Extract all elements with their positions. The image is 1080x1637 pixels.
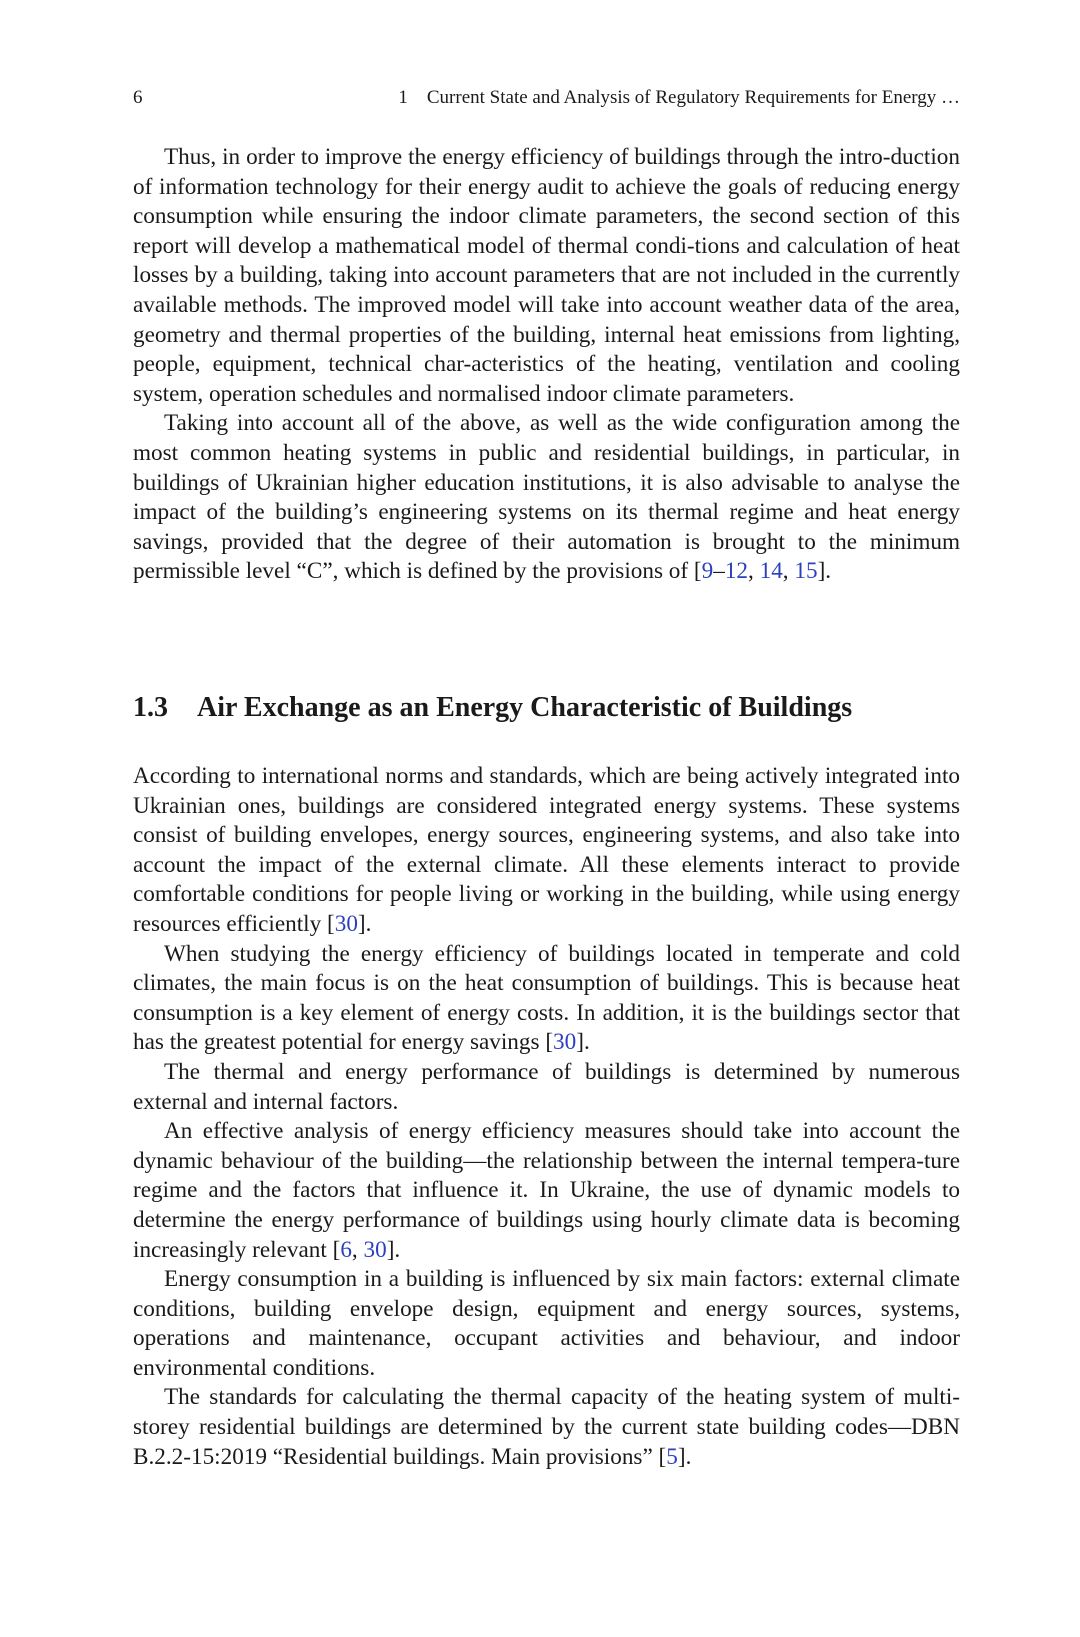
paragraph <box>133 409 960 587</box>
page-header <box>133 83 960 113</box>
citation-link[interactable]: 12 <box>724 558 748 585</box>
paragraph-text: An effective analysis of energy efficiency measures should take into account the dynamic behaviour of the building—the relationship between the internal tempera-ture regime and the factors that influence it. In Ukraine, the use of dynamic models to determine the energy performance of buildings using hourly climate data is becoming increasingly relevant [ <box>133 1118 960 1263</box>
paragraph <box>133 1058 960 1117</box>
citation-link[interactable]: 15 <box>794 558 818 585</box>
paragraph <box>133 1383 960 1472</box>
paragraph-text: ]. <box>357 910 372 937</box>
paragraph-text: When studying the energy efficiency of buildings located in temperate and cold climates, the main focus is on the heat consumption of buildings. This is because heat consumption is a key element of energy costs. In addition, it is the buildings sector that has the greatest potential for energy savings [ <box>133 940 960 1056</box>
paragraph-text: , <box>782 558 795 585</box>
paragraph-text: , <box>748 558 760 585</box>
paragraph <box>133 762 960 940</box>
paragraph <box>133 1117 960 1265</box>
paragraph <box>133 143 960 409</box>
paragraph-text: Thus, in order to improve the energy efficiency of buildings through the intro-duction of information technology for their energy audit to achieve the goals of reducing energy consumption while ensuring the indoor climate parameters, the second section of this report will develop a mathematical model of thermal condi-tions and calculation of heat losses by a building, taking into account parameters that are not included in the currently available methods. The improved model will take into account weather data of the area, geometry and thermal properties of the building, internal heat emissions from lighting, people, equipment, technical char-acteristics of the heating, ventilation and cooling system, operation schedules and normalised indoor climate parameters. <box>133 144 960 407</box>
paragraph <box>133 1265 960 1383</box>
paragraph-text: The thermal and energy performance of buildings is determined by numerous external and internal factors. <box>133 1058 960 1115</box>
citation-link[interactable]: 5 <box>666 1443 678 1470</box>
page-number: 6 <box>133 87 143 108</box>
paragraph-text: ]. <box>677 1443 692 1470</box>
paragraph-text: ]. <box>386 1236 401 1263</box>
citation-link[interactable]: 6 <box>340 1236 352 1263</box>
body-text-after-section <box>133 762 960 1472</box>
section-heading <box>133 688 960 728</box>
citation-link[interactable]: 9 <box>701 558 714 585</box>
paragraph-text: Taking into account all of the above, as well as the wide configuration among the most common heating systems in public and residential buildings, in particular, in buildings of Ukrainian higher education institutions, it is also advisable to analyse the impact of the building’s engineering systems on its thermal regime and heat energy savings, provided that the degree of their automation is brought to the minimum permissible level “C”, which is defined by the provisions of [ <box>133 410 960 585</box>
paragraph-text: The standards for calculating the thermal capacity of the heating system of multi-storey residential buildings are determined by the current state building codes—DBN B.2.2-15:2019 “Residential buildings. Main provisions” [ <box>133 1384 960 1470</box>
paragraph-text: , <box>351 1236 364 1263</box>
paragraph-text: – <box>713 558 725 585</box>
running-head: 1 Current State and Analysis of Regulatory Requirements for Energy … <box>398 87 960 108</box>
paragraph-text: Energy consumption in a building is influenced by six main factors: external climate conditions, building envelope design, equipment and energy sources, systems, operations and maintenance, occupant activities and behaviour, and indoor environmental conditions. <box>133 1266 960 1381</box>
citation-link[interactable]: 30 <box>363 1236 387 1263</box>
paragraph-text: ]. <box>817 558 832 585</box>
paragraph-text: According to international norms and standards, which are being actively integrated into Ukrainian ones, buildings are considered integrated energy systems. These systems consist of building envelopes, energy sources, engineering systems, and also take into account the impact of the external climate. All these elements interact to provide comfortable conditions for people living or working in the building, while using energy resources efficiently [ <box>133 763 960 937</box>
paragraph <box>133 940 960 1058</box>
citation-link[interactable]: 30 <box>553 1029 577 1056</box>
section-title: Air Exchange as an Energy Characteristic of Buildings <box>197 692 853 723</box>
section-number: 1.3 <box>133 692 168 723</box>
citation-link[interactable]: 30 <box>334 910 358 937</box>
paragraph-text: ]. <box>576 1029 590 1056</box>
body-text-before-section <box>133 143 960 587</box>
citation-link[interactable]: 14 <box>759 558 783 585</box>
